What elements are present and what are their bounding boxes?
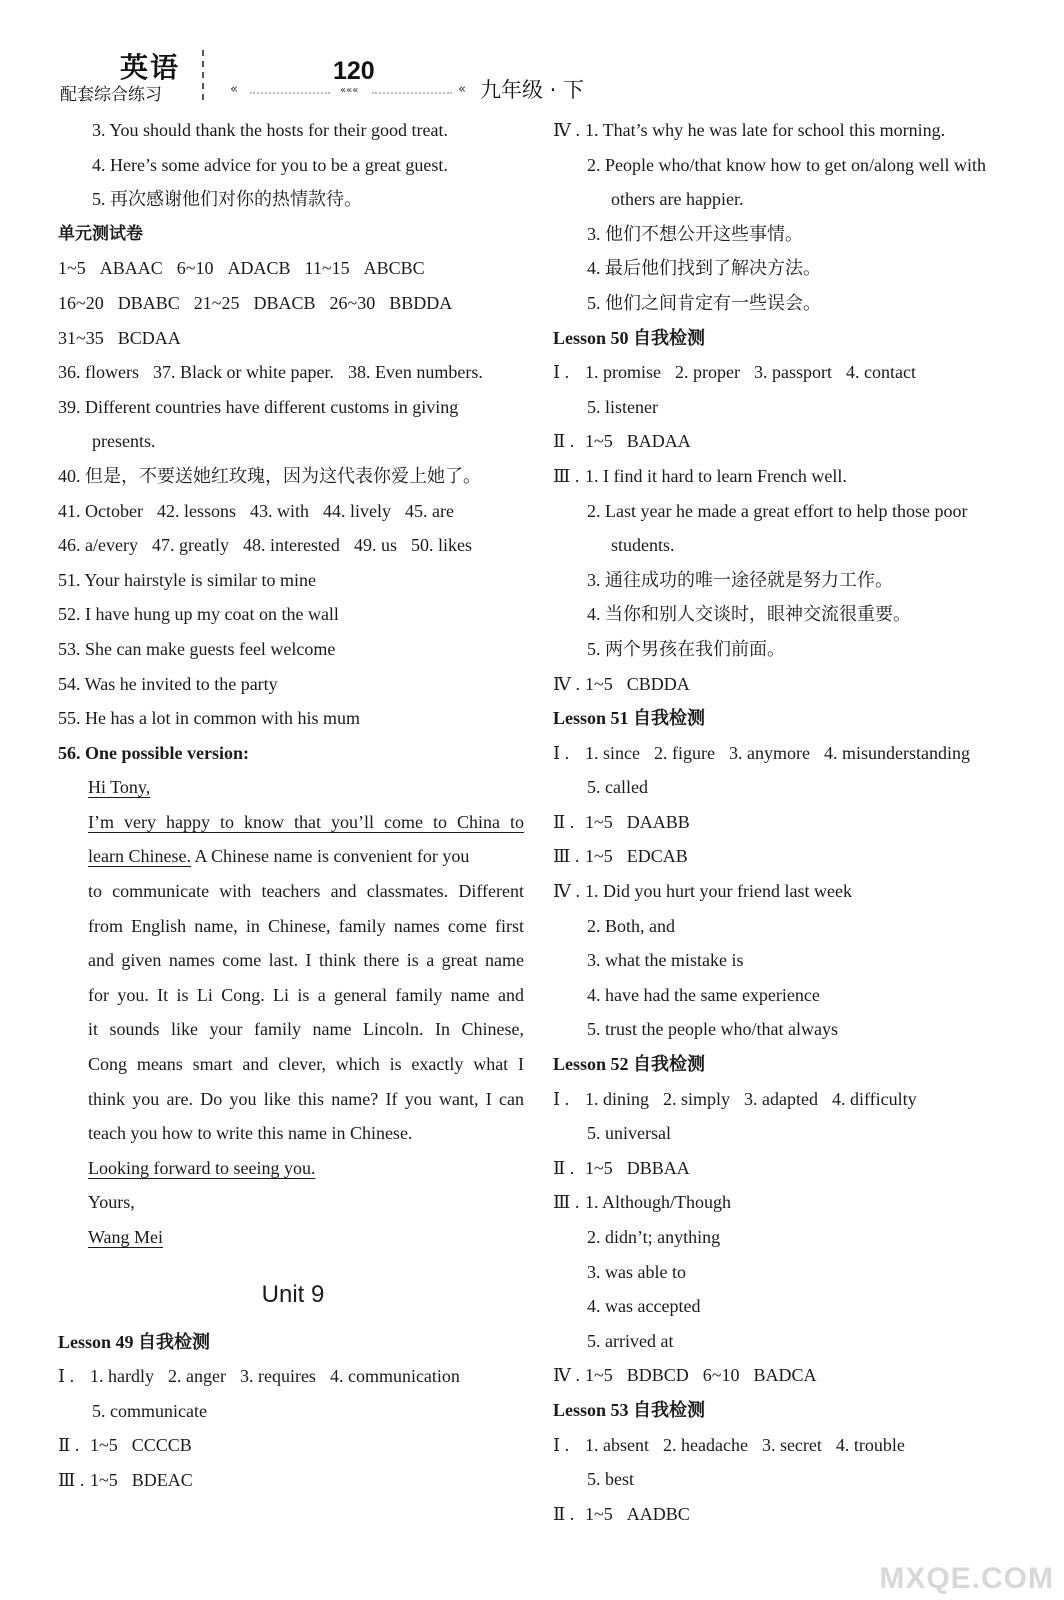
answer-line: 5. 再次感谢他们对你的热情款待。 [92,189,362,210]
essay-line: Cong means smart and clever, which is exactly what I [88,1054,524,1075]
answer-line: 31~35 BCDAA [58,327,181,348]
answer-line: 55. He has a lot in common with his mum [58,708,360,729]
answer-line: Ⅳ . 1. That’s why he was late for school this morning. [553,120,946,140]
answer-line: 41. October 42. lessons 43. with 44. lively 45. are [58,500,454,521]
answer-line: 3. what the mistake is [587,950,744,971]
answer-line: Ⅳ . 1. Did you hurt your friend last week [553,881,852,902]
lesson-title: Lesson 51 自我检测 [553,708,706,729]
answer-line: 54. Was he invited to the party [58,673,278,694]
answer-line: 40. 但是，不要送她红玫瑰，因为这代表你爱上她了。 [58,465,481,486]
answer-line: 3. You should thank the hosts for their good treat. [92,120,448,140]
answer-line: 5. best [587,1469,634,1490]
answer-line: 3. was able to [587,1261,686,1282]
answer-line: Ⅲ . 1~5 EDCAB [553,846,688,867]
essay-line: for you. It is Li Cong. Li is a general family name and [88,984,524,1005]
sample-essay [58,770,524,1254]
answer-line: 2. Both, and [587,915,675,936]
header-divider [202,50,204,100]
right-column [553,113,1033,1531]
essay-line: from English name, in Chinese, family names come first [88,915,524,936]
left-column [58,113,528,1498]
essay-signoff: Yours, [88,1192,135,1213]
essay-line: it sounds like your family name Lincoln. In Chinese, [88,1019,524,1040]
essay-line: think you are. Do you like this name? If you want, I can [88,1088,524,1109]
answer-line: Ⅲ . 1~5 BDEAC [58,1469,193,1490]
answer-line: 4. have had the same experience [587,984,820,1005]
answer-line: 5. arrived at [587,1330,674,1351]
answer-line: 39. Different countries have different customs in giving [58,396,459,417]
answer-line: presents. [92,431,156,452]
essay-line: teach you how to write this name in Chinese. [88,1123,413,1144]
dotted-rule [372,92,452,94]
essay-greeting: Hi Tony, [88,777,151,798]
answer-line: 56. One possible version: [58,742,250,763]
essay-line: learn Chinese. A Chinese name is convenient for you [88,846,470,867]
chevron-icon: ««« [340,85,359,96]
answer-line: Ⅲ . 1. Although/Though [553,1192,732,1213]
answer-line: 3. 他们不想公开这些事情。 [587,223,803,244]
lesson-title: Lesson 52 自我检测 [553,1054,706,1075]
answer-line: Ⅰ . 1. dining 2. simply 3. adapted 4. difficulty [553,1088,917,1109]
section-title: 单元测试卷 [58,223,143,244]
answer-line: 1~5 ABAAC 6~10 ADACB 11~15 ABCBC [58,258,425,279]
answer-line: Ⅰ . 1. promise 2. proper 3. passport 4. contact [553,362,916,383]
lesson-title: Lesson 53 自我检测 [553,1399,706,1420]
answer-line: 5. trust the people who/that always [587,1019,838,1040]
essay-line: I’m very happy to know that you’ll come to China to [88,811,524,832]
answer-line: 52. I have hung up my coat on the wall [58,604,339,625]
essay-signature: Wang Mei [88,1227,164,1247]
dotted-rule [250,92,330,94]
grade-label: 九年级 · 下 [480,78,585,102]
lesson-title: Lesson 50 自我检测 [553,327,706,348]
answer-line: 5. 他们之间肯定有一些误会。 [587,292,821,313]
answer-line: 4. Here’s some advice for you to be a great guest. [92,154,448,175]
answer-line: Ⅰ . 1. hardly 2. anger 3. requires 4. communication [58,1366,460,1387]
answer-line: 5. communicate [92,1400,207,1421]
answer-line: Ⅱ . 1~5 AADBC [553,1503,690,1524]
answer-line: Ⅰ . 1. since 2. figure 3. anymore 4. misunderstanding [553,742,970,763]
answer-line: Ⅱ . 1~5 DAABB [553,811,690,832]
answer-line: 2. Last year he made a great effort to help those poor [587,500,968,521]
answer-line: 3. 通往成功的唯一途径就是努力工作。 [587,569,893,590]
answer-line: 36. flowers 37. Black or white paper. 38. Even numbers. [58,362,483,383]
book-series: 配套综合练习 [60,85,162,105]
answer-line: 5. 两个男孩在我们前面。 [587,638,785,659]
answer-line: Ⅰ . 1. absent 2. headache 3. secret 4. trouble [553,1434,905,1455]
answer-line: 5. universal [587,1123,671,1144]
page-header [0,0,1064,110]
page-number: 120 [333,57,375,85]
answer-line: Ⅱ . 1~5 CCCCB [58,1435,192,1456]
essay-line: and given names come last. I think there is a great name [88,950,524,971]
answer-line: Ⅳ . 1~5 CBDDA [553,673,690,694]
answer-line: 2. People who/that know how to get on/along well with [587,154,986,175]
answer-line: students. [611,535,675,556]
answer-line: 16~20 DBABC 21~25 DBACB 26~30 BBDDA [58,292,453,313]
answer-line: Ⅳ . 1~5 BDBCD 6~10 BADCA [553,1365,817,1386]
answer-line: 4. 最后他们找到了解决方法。 [587,258,821,279]
chevron-icon: « [458,82,466,97]
subject-logo: 英语 [120,51,181,84]
answer-line: 4. 当你和别人交谈时，眼神交流很重要。 [587,604,911,625]
answer-line: Ⅲ . 1. I find it hard to learn French well. [553,465,847,486]
unit-heading: Unit 9 [261,1280,325,1308]
chevron-icon: « [230,82,238,97]
essay-line: to communicate with teachers and classmates. Different [88,881,524,902]
answer-line: 5. listener [587,396,658,417]
answer-line: others are happier. [611,189,744,210]
answer-line: Ⅱ . 1~5 DBBAA [553,1157,690,1178]
answer-line: 4. was accepted [587,1296,701,1317]
answer-line: 51. Your hairstyle is similar to mine [58,569,316,590]
watermark: MXQE.COM [879,1562,1054,1595]
answer-line: 2. didn’t; anything [587,1227,721,1247]
answer-line: 53. She can make guests feel welcome [58,638,336,659]
lesson-title: Lesson 49 自我检测 [58,1331,211,1352]
answer-line: 46. a/every 47. greatly 48. interested 49. us 50. likes [58,535,472,556]
essay-closing: Looking forward to seeing you. [88,1157,316,1178]
answer-line: 5. called [587,777,648,798]
answer-line: Ⅱ . 1~5 BADAA [553,431,691,452]
